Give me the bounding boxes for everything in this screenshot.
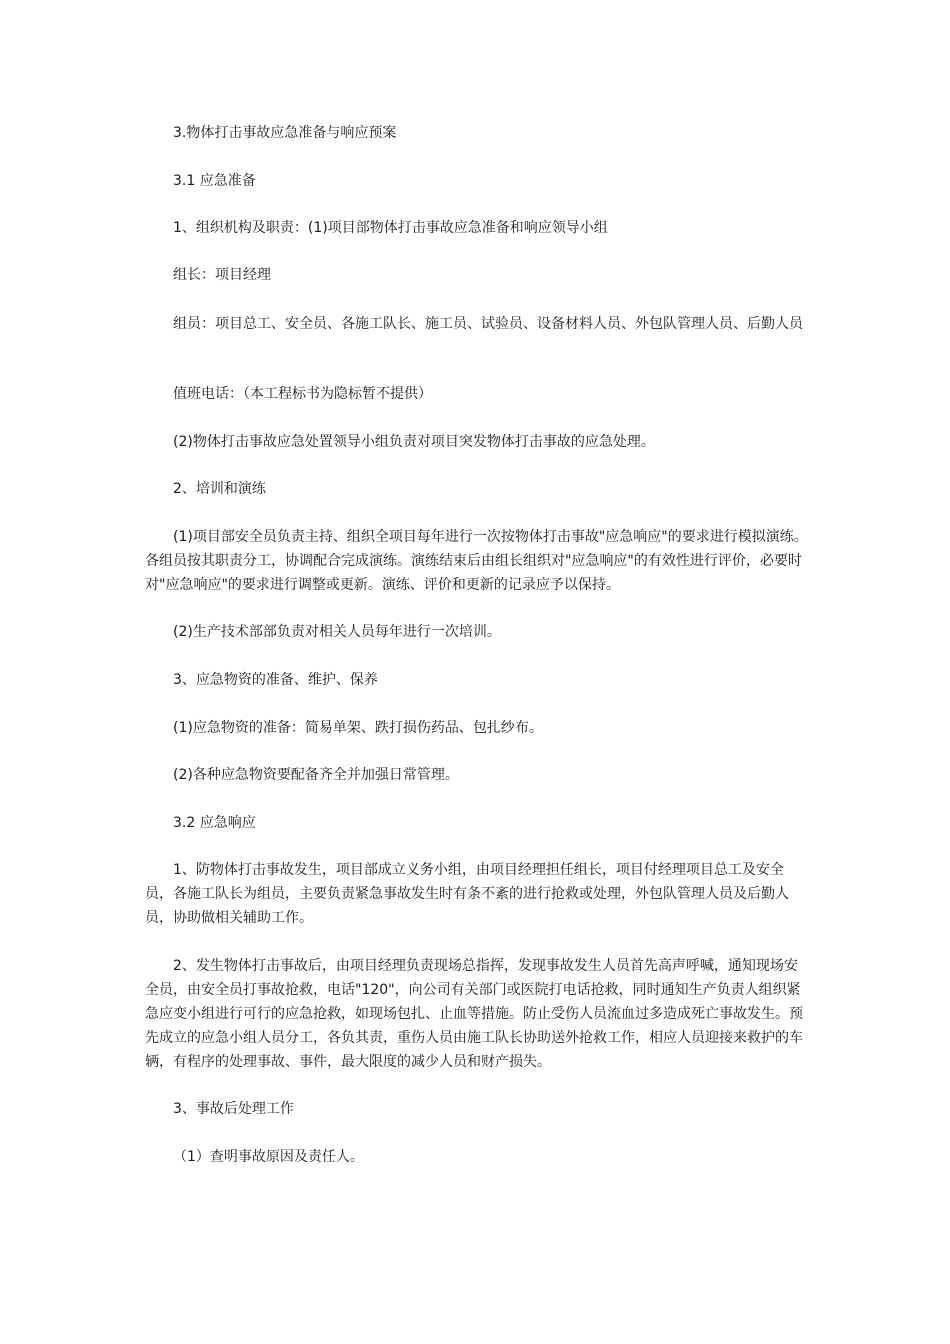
paragraph: 组员：项目总工、安全员、各施工队长、施工员、试验员、设备材料人员、外包队管理人员、后勤人员 — [173, 316, 803, 332]
paragraph: 2、培训和演练 — [173, 481, 266, 497]
paragraph: (1)项目部安全员负责主持、组织全项目每年进行一次按物体打击事故"应急响应"的要求进行模拟演练。各组员按其职责分工，协调配合完成演练。演练结束后由组长组织对"应急响应"的有效性进行评价，必要时对"应急响应"的要求进行调整或更新。演练、评价和更新的记录应予以保持。 — [145, 529, 808, 593]
paragraph: (2)生产技术部部负责对相关人员每年进行一次培训。 — [173, 624, 501, 640]
paragraph: 3、事故后处理工作 — [173, 1101, 294, 1117]
paragraph: 1、防物体打击事故发生，项目部成立义务小组，由项目经理担任组长，项目付经理项目总工及安全员，各施工队长为组员，主要负责紧急事故发生时有条不紊的进行抢救或处理，外包队管理人员及后勤人员，协助做相关辅助工作。 — [145, 862, 789, 926]
paragraph: (1)应急物资的准备：简易单架、跌打损伤药品、包扎纱布。 — [173, 720, 543, 736]
paragraph: (2)各种应急物资要配备齐全并加强日常管理。 — [173, 767, 459, 783]
paragraph: (2)物体打击事故应急处置领导小组负责对项目突发物体打击事故的应急处理。 — [173, 434, 655, 450]
subsection-heading: 3.2 应急响应 — [173, 815, 256, 831]
paragraph: （1）查明事故原因及责任人。 — [173, 1149, 364, 1165]
subsection-heading: 3.1 应急准备 — [173, 173, 256, 189]
paragraph: 组长：项目经理 — [173, 267, 271, 283]
paragraph: 值班电话：（本工程标书为隐标暂不提供） — [173, 386, 432, 402]
section-heading: 3.物体打击事故应急准备与响应预案 — [173, 125, 397, 141]
paragraph: 1、组织机构及职责：(1)项目部物体打击事故应急准备和响应领导小组 — [173, 220, 608, 236]
paragraph: 2、发生物体打击事故后，由项目经理负责现场总指挥，发现事故发生人员首先高声呼喊，通知现场安全员，由安全员打事故抢救，电话"120"，向公司有关部门或医院打电话抢救，同时通知生产负责人组织紧急应变小组进行可行的应急抢救，如现场包扎、止血等措施。防止受伤人员流血过多造成死亡事故发生。预先成立的应急小组人员分工，各负其责，重伤人员由施工队长协助送外抢救工作，相应人员迎接来救护的车辆，有程序的处理事故、事件，最大限度的减少人员和财产损失。 — [145, 958, 803, 1070]
paragraph: 3、应急物资的准备、维护、保养 — [173, 672, 378, 688]
